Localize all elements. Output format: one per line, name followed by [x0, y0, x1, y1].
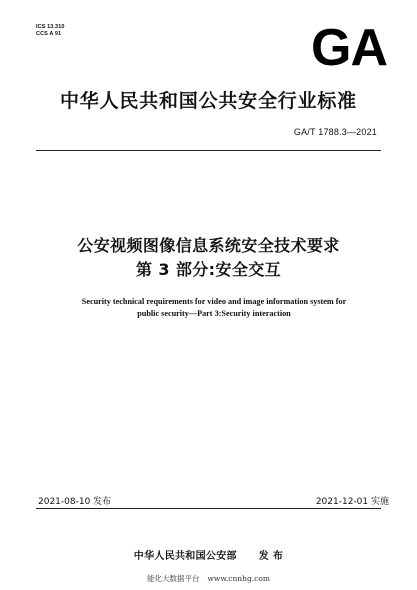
- document-title-cn-line2: 第 3 部分:安全交互: [135, 260, 282, 279]
- issue-date: 2021-08-10 发布: [38, 497, 112, 507]
- watermark: [0, 573, 417, 584]
- issuer-action: 发 布: [258, 551, 284, 562]
- classification-codes: [36, 24, 65, 38]
- document-title-en-line2: public security—Part 3:Security interaction: [137, 309, 291, 318]
- ccs-code: CCS A 91: [36, 31, 62, 37]
- document-title-cn-line1: 公安视频图像信息系统安全技术要求: [77, 236, 340, 255]
- ga-logo: GA: [311, 19, 387, 77]
- document-title-en-line1: Security technical requirements for video and image information system for: [81, 297, 347, 306]
- watermark-site: www.cnnhg.com: [207, 574, 270, 583]
- issuer-name: 中华人民共和国公安部: [133, 551, 237, 562]
- issuer-line: [0, 547, 417, 562]
- bottom-divider: [36, 508, 381, 509]
- ics-code: ICS 13.310: [36, 24, 65, 30]
- standard-number: GA/T 1788.3—2021: [293, 127, 377, 137]
- standard-category-title: 中华人民共和国公共安全行业标准: [59, 90, 357, 112]
- top-divider: [36, 150, 381, 151]
- watermark-platform: 能化大数据平台: [147, 574, 200, 583]
- effective-date: 2021-12-01 实施: [315, 497, 389, 507]
